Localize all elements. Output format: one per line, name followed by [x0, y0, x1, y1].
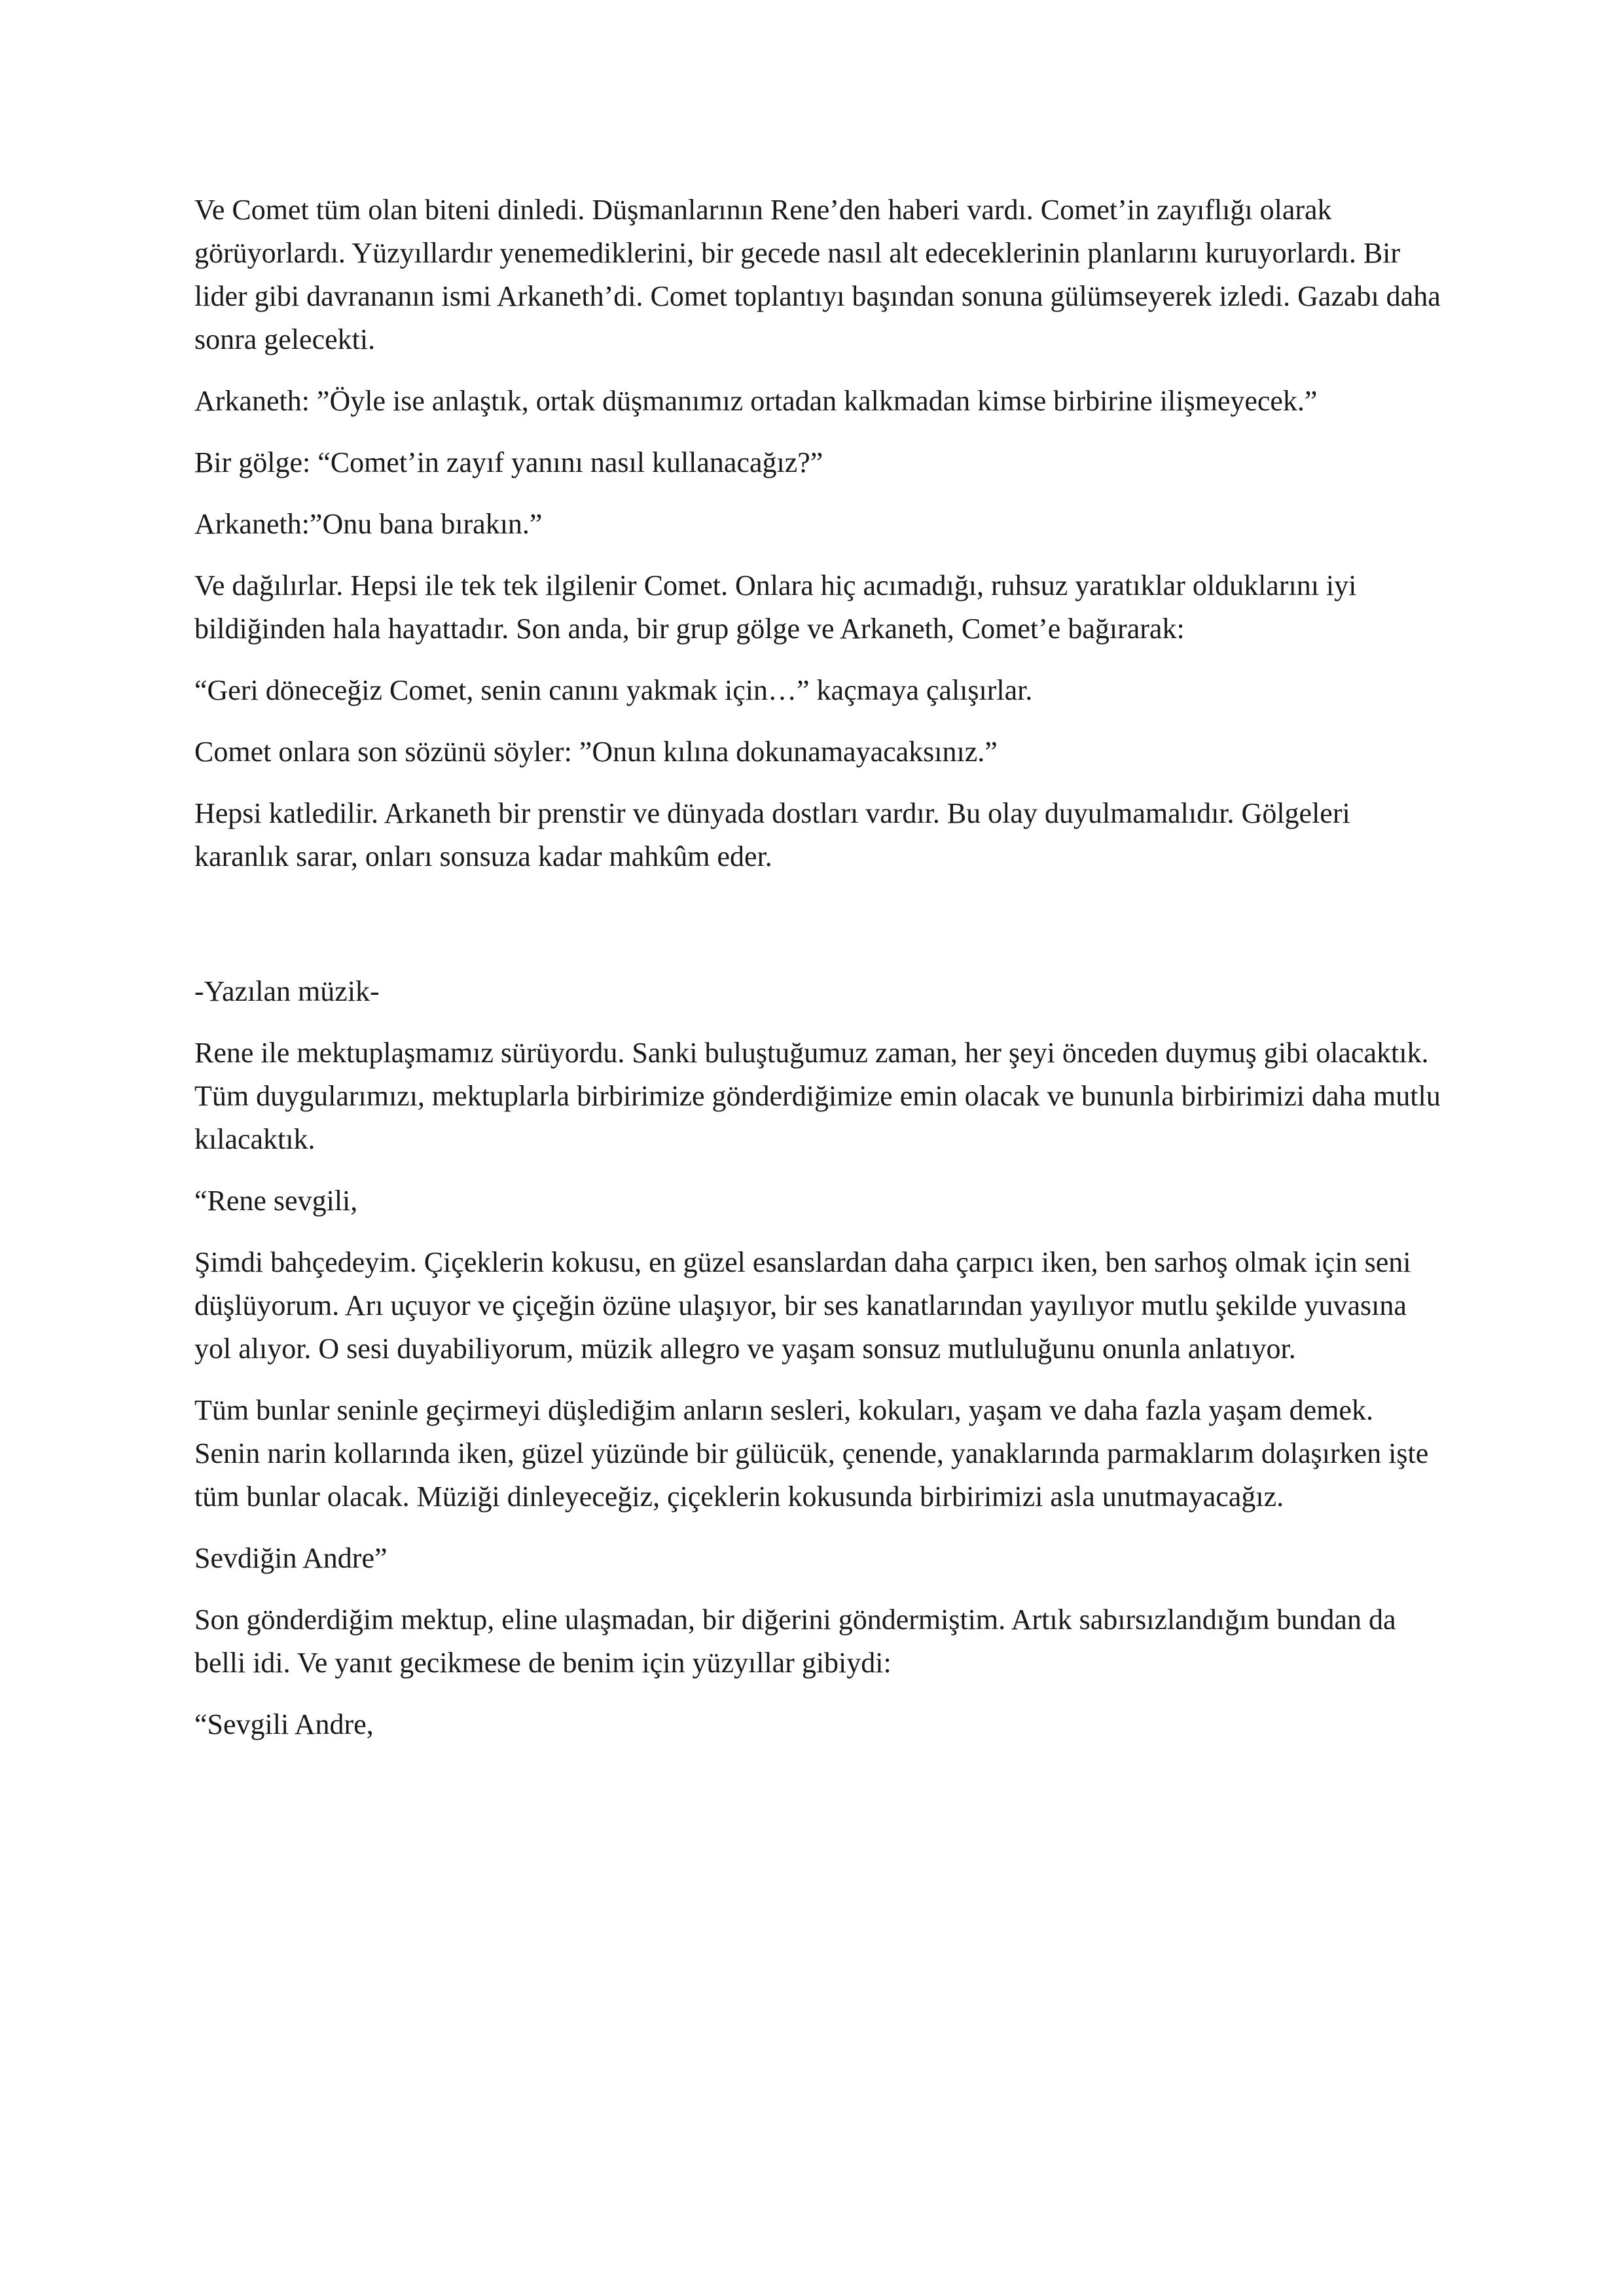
paragraph-all-slain: Hepsi katledilir. Arkaneth bir prenstir ve dünyada dostları vardır. Bu olay duyulmamalıdır. Gölgeleri karanlık sarar, onları sonsuza kadar mahkûm eder. — [194, 797, 1350, 872]
paragraph-shadow-question: Bir gölge: “Comet’in zayıf yanını nasıl kullanacağız?” — [194, 446, 823, 478]
letter-paragraph-garden: Şimdi bahçedeyim. Çiçeklerin kokusu, en güzel esanslardan daha çarpıcı iken, ben sarhoş olmak için seni düşlüyorum. Arı uçuyor ve çiçeğin özüne ulaşıyor, bir ses kanatlarından yayılıyor mutlu şekilde yuvasına yol alıyor. O sesi duyabiliyorum, müzik allegro ve yaşam sonsuz mutluluğunu onunla anlatıyor. — [194, 1246, 1411, 1365]
letter-salutation-andre: “Sevgili Andre, — [194, 1708, 374, 1740]
letter-signature-andre: Sevdiğin Andre” — [194, 1542, 388, 1574]
paragraph-dispersal: Ve dağılırlar. Hepsi ile tek tek ilgilenir Comet. Onlara hiç acımadığı, ruhsuz yaratıklar olduklarını iyi bildiğinden hala hayattadır. Son anda, bir grup gölge ve Arkaneth, Comet’e bağırarak: — [194, 569, 1357, 645]
letter-salutation-rene: “Rene sevgili, — [194, 1185, 358, 1217]
paragraph-shadows-threat: “Geri döneceğiz Comet, senin canını yakmak için…” kaçmaya çalışırlar. — [194, 674, 1033, 706]
paragraph-correspondence: Rene ile mektuplaşmamız sürüyordu. Sanki buluştuğumuz zaman, her şeyi önceden duymuş gibi olacaktık. Tüm duygularımızı, mektuplarla birbirimize gönderdiğimize emin olacak ve bununla birbirimizi daha mutlu kılacaktık. — [194, 1037, 1441, 1155]
paragraph-arkaneth-reply: Arkaneth:”Onu bana bırakın.” — [194, 508, 543, 540]
letter-paragraph-dreams: Tüm bunlar seninle geçirmeyi düşlediğim anların sesleri, kokuları, yaşam ve daha fazla yaşam demek. Senin narin kollarında iken, güzel yüzünde bir gülücük, çenende, yanaklarında parmaklarım dolaşırken işte tüm bunlar olacak. Müziği dinleyeceğiz, çiçeklerin kokusunda birbirimizi asla unutmayacağız. — [194, 1394, 1429, 1513]
paragraph-arkaneth-agreement: Arkaneth: ”Öyle ise anlaştık, ortak düşmanımız ortadan kalkmadan kimse birbirine ilişmeyecek.” — [194, 385, 1318, 417]
document-body — [194, 188, 1445, 1765]
section-heading-written-music: -Yazılan müzik- — [194, 975, 380, 1007]
paragraph-comet-listened: Ve Comet tüm olan biteni dinledi. Düşmanlarının Rene’den haberi vardı. Comet’in zayıflığı olarak görüyorlardı. Yüzyıllardır yenemediklerini, bir gecede nasıl alt edeceklerinin planlarını kuruyorlardı. Bir lider gibi davrananın ismi Arkaneth’di. Comet toplantıyı başından sonuna gülümseyerek izledi. Gazabı daha sonra gelecekti. — [194, 194, 1441, 355]
paragraph-comet-last-word: Comet onlara son sözünü söyler: ”Onun kılına dokunamayacaksınız.” — [194, 736, 998, 768]
paragraph-impatience: Son gönderdiğim mektup, eline ulaşmadan, bir diğerini göndermiştim. Artık sabırsızlandığım bundan da belli idi. Ve yanıt gecikmese de benim için yüzyıllar gibiydi: — [194, 1604, 1396, 1679]
